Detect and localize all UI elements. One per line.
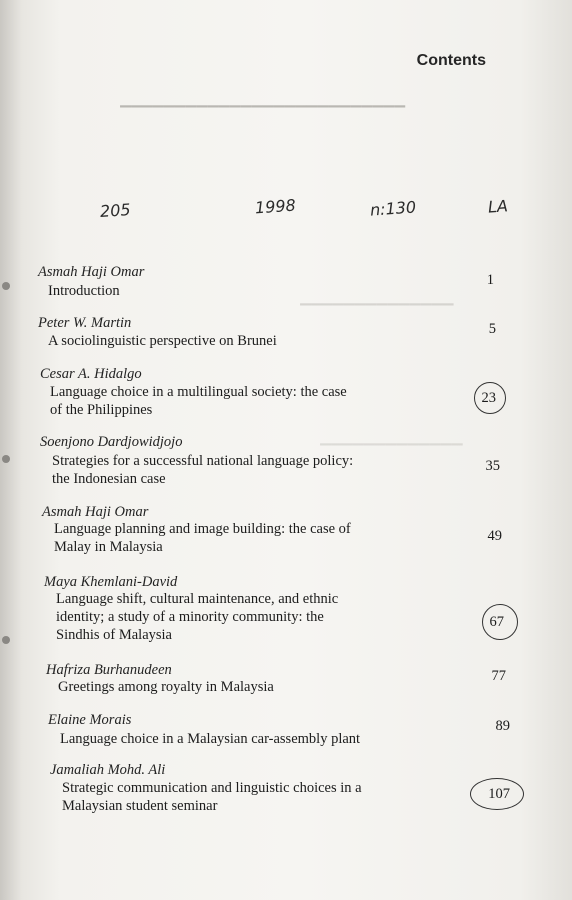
- handwritten-note: LA: [487, 196, 509, 217]
- entry-author: Elaine Morais: [48, 712, 132, 728]
- handwritten-note: 205: [99, 199, 132, 222]
- show-through-line: ▁▁▁▁▁▁▁▁▁▁▁▁▁▁: [300, 291, 454, 306]
- handwritten-notes: [0, 193, 572, 225]
- entry-page-number: 23: [481, 390, 496, 406]
- handwritten-note: n:130: [369, 197, 417, 220]
- entry-page-number: 107: [488, 786, 510, 802]
- entry-page-number: 1: [486, 272, 494, 288]
- handwritten-circle: [482, 604, 518, 640]
- entry-author: Asmah Haji Omar: [42, 504, 149, 520]
- entry-author: Soenjono Dardjowidjojo: [40, 434, 183, 450]
- entry-page-number: 49: [487, 528, 502, 544]
- entry-author: Hafriza Burhanudeen: [46, 662, 172, 678]
- entry-title-line: A sociolinguistic perspective on Brunei: [48, 333, 277, 349]
- entry-title-line: identity; a study of a minority community: the: [56, 609, 324, 625]
- entry-title-line: Malay in Malaysia: [54, 539, 163, 555]
- entry-page-number: 35: [485, 458, 500, 474]
- entry-title-line: Language choice in a multilingual society: the case: [50, 384, 347, 400]
- entry-title-line: Sindhis of Malaysia: [56, 627, 172, 643]
- entry-page-number: 77: [491, 668, 506, 684]
- entry-title-line: Strategies for a successful national language policy:: [52, 453, 354, 469]
- entry-author: Asmah Haji Omar: [38, 264, 145, 280]
- edge-smudge: [2, 636, 10, 644]
- entry-page-number: 67: [489, 614, 504, 630]
- entry-author: Peter W. Martin: [38, 315, 132, 331]
- entry-title-line: Introduction: [48, 283, 120, 299]
- entry-title-line: Language shift, cultural maintenance, and ethnic: [56, 591, 339, 607]
- entry-title-line: the Indonesian case: [52, 471, 166, 487]
- handwritten-note: 1998: [254, 195, 297, 218]
- entry-author: Maya Khemlani-David: [44, 574, 178, 590]
- entry-title-line: Greetings among royalty in Malaysia: [58, 679, 274, 695]
- entry-author: Jamaliah Mohd. Ali: [50, 762, 166, 778]
- entry-title-line: Strategic communication and linguistic choices in a: [62, 780, 362, 796]
- entry-title-line: Language choice in a Malaysian car-assembly plant: [60, 731, 361, 747]
- entry-title-line: of the Philippines: [50, 402, 153, 418]
- entry-page-number: 89: [495, 718, 510, 734]
- entry-page-number: 5: [488, 321, 496, 337]
- entry-author: Cesar A. Hidalgo: [40, 366, 142, 382]
- edge-smudge: [2, 282, 10, 290]
- show-through-line: ▁▁▁▁▁▁▁▁▁▁▁▁▁: [320, 431, 463, 446]
- handwritten-circle: [474, 382, 506, 414]
- entry-title-line: Malaysian student seminar: [62, 798, 218, 814]
- show-through-line: ▁▁▁▁▁▁▁▁▁▁▁▁▁▁▁▁▁▁▁▁▁▁▁▁▁▁: [120, 93, 406, 108]
- entry-title-line: Language planning and image building: the case of: [54, 521, 351, 537]
- edge-smudge: [2, 455, 10, 463]
- page-title: Contents: [416, 52, 486, 69]
- handwritten-circle: [470, 778, 524, 810]
